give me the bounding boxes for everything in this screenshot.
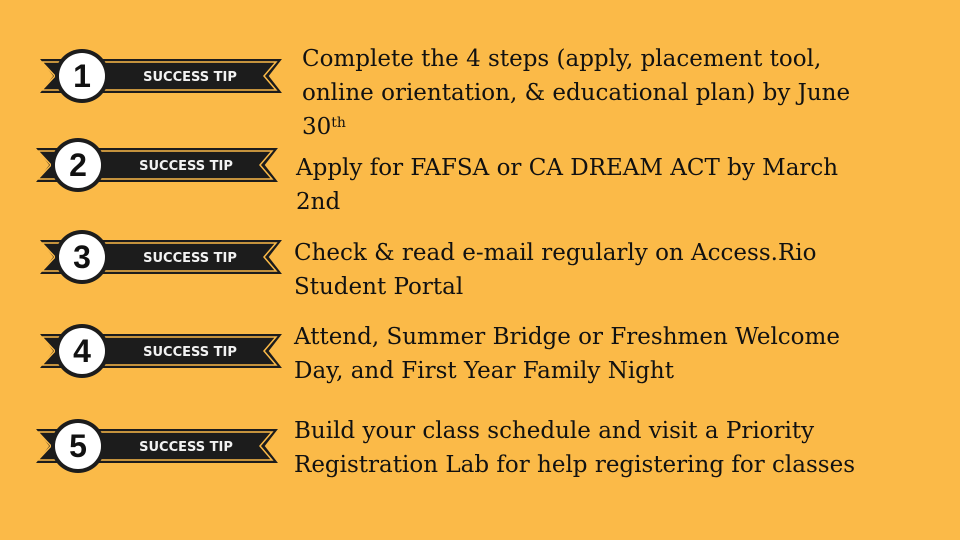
ribbon-badge-icon xyxy=(30,38,290,114)
tip-text-1-main: Complete the 4 steps (apply, placement tool, online orientation, & educational plan) by June 30 xyxy=(302,46,851,140)
tip-number-4: 4 xyxy=(73,333,91,369)
tip-text-3: Check & read e-mail regularly on Access.Rio Student Portal xyxy=(294,240,817,300)
tip-number-1: 1 xyxy=(73,58,91,94)
tip-text-4: Attend, Summer Bridge or Freshmen Welcome Day, and First Year Family Night xyxy=(294,324,840,384)
success-tip-badge-5 xyxy=(26,408,286,484)
success-tip-badge-4 xyxy=(30,313,290,389)
tip-number-3: 3 xyxy=(73,239,91,275)
tip-number-2: 2 xyxy=(69,147,87,183)
success-tip-label-4: SUCCESS TIP xyxy=(143,345,237,360)
success-tip-label-1: SUCCESS TIP xyxy=(143,70,237,85)
tip-text-5: Build your class schedule and visit a Priority Registration Lab for help registering for classes xyxy=(294,418,856,478)
success-tip-badge-3 xyxy=(30,219,290,295)
success-tip-badge-2 xyxy=(26,127,286,203)
ribbon-badge-icon xyxy=(30,313,290,389)
success-tip-label-3: SUCCESS TIP xyxy=(143,251,237,266)
tip-text-1 xyxy=(302,42,862,144)
ribbon-badge-icon xyxy=(30,219,290,295)
tip-text-2: Apply for FAFSA or CA DREAM ACT by March 2nd xyxy=(296,155,839,215)
ribbon-badge-icon xyxy=(26,408,286,484)
success-tip-label-2: SUCCESS TIP xyxy=(139,159,233,174)
tip-number-5: 5 xyxy=(69,428,87,464)
tip-text-1-superscript: th xyxy=(331,115,346,131)
ribbon-badge-icon xyxy=(26,127,286,203)
success-tip-label-5: SUCCESS TIP xyxy=(139,440,233,455)
success-tip-badge-1 xyxy=(30,38,290,114)
